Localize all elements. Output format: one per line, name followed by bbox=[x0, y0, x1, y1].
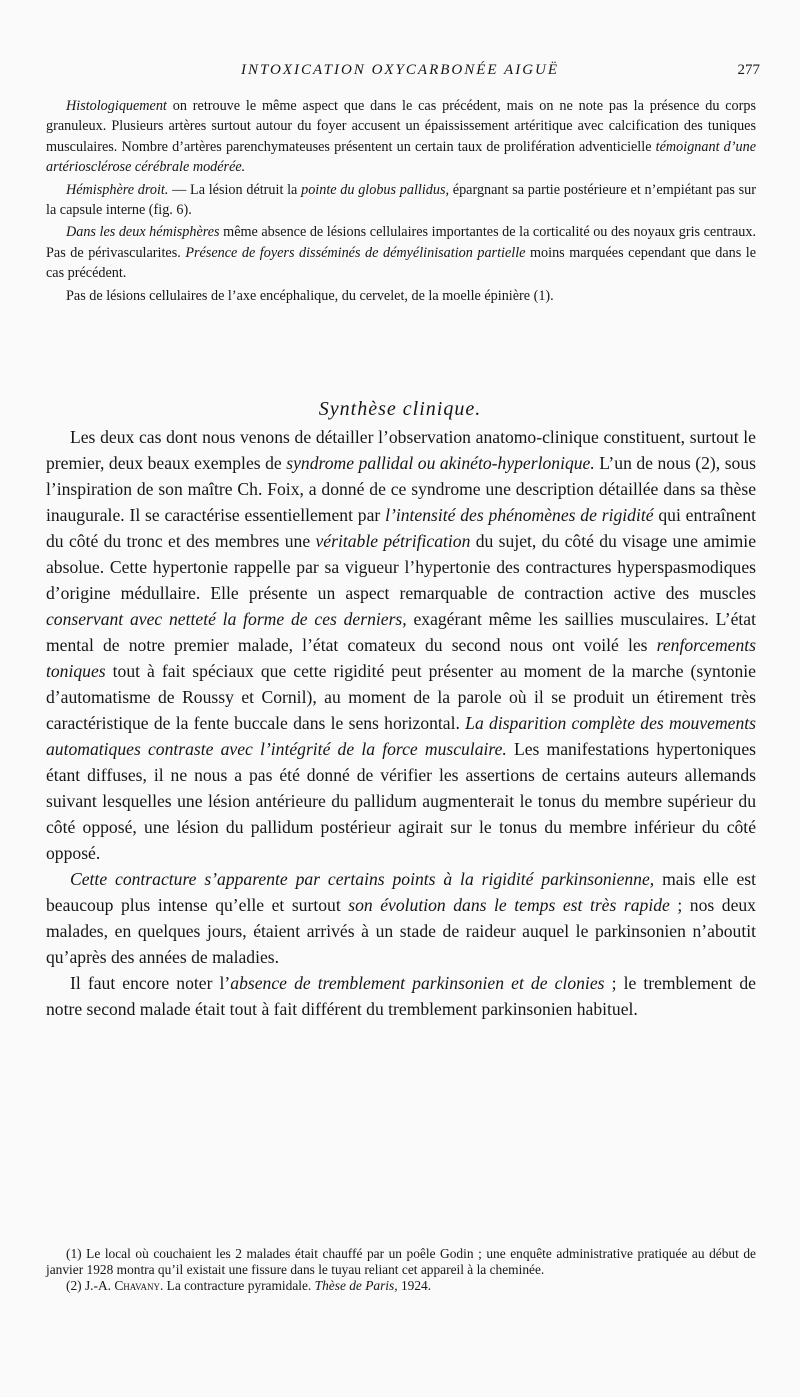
paragraph-tremor bbox=[46, 970, 756, 1022]
emphasis: témoignant d’une artériosclérose cérébrale modérée. bbox=[46, 138, 756, 176]
text-run: on retrouve le même aspect que dans le cas précédent, mais on ne note pas la présence du corps granuleux. Plusieurs artères surtout autour du foyer accusent un épaississement artéritique avec calcification des tuniques musculaires. Nombre d’artères parenchymateuses présentent un certain taux de prolifération adventicielle bbox=[46, 98, 756, 155]
text-run: épargnant sa partie postérieure et n’empiétant pas sur la capsule interne (fig. 6). bbox=[46, 181, 756, 219]
text-run: moins marquées cependant que dans le cas précédent. bbox=[46, 244, 757, 282]
page-number: 277 bbox=[737, 62, 760, 78]
text-run: . La contracture pyramidale. bbox=[159, 1278, 315, 1293]
emphasis: renforcements toniques bbox=[46, 635, 756, 681]
clinical-synthesis bbox=[46, 424, 756, 1022]
footnote-2 bbox=[46, 1278, 756, 1294]
paragraph-syndrome bbox=[46, 424, 756, 866]
emphasis: conservant avec netteté la forme de ces derniers, bbox=[46, 609, 407, 629]
footnote-1: (1) Le local où couchaient les 2 malades était chauffé par un poêle Godin ; une enquête administrative pratiquée au début de janvier 1928 montra qu’il existait une fissure dans le tuyau reliant cet appareil à la cheminée. bbox=[46, 1246, 756, 1277]
emphasis: véritable pétrification bbox=[315, 531, 471, 551]
emphasis: absence de tremblement parkinsonien et de clonies bbox=[230, 973, 605, 993]
text-run: Les manifestations hypertoniques étant diffuses, il ne nous a pas été donné de vérifier les assertions de certains auteurs allemands suivant lesquelles une lésion antérieure du pallidum augmenterait le tonus du membre supérieur du côté opposé, une lésion du pallidum postérieur agirait sur le tonus du membre inférieur du côté opposé. bbox=[46, 739, 757, 863]
text-run: ; nos deux malades, en quelques jours, étaient arrivés à un stade de raideur auquel le parkinsonien n’aboutit qu’après des années de maladies. bbox=[46, 895, 756, 967]
emphasis: l’intensité des phénomènes de rigidité bbox=[385, 505, 654, 525]
section-title: Synthèse clinique. bbox=[318, 398, 482, 420]
emphasis: Dans les deux hémisphères bbox=[66, 224, 220, 241]
emphasis: son évolution dans le temps est très rapide bbox=[348, 895, 670, 915]
text-run: (2) J.-A. bbox=[66, 1278, 115, 1293]
emphasis: Thèse de Paris, bbox=[314, 1278, 398, 1293]
histology-notes bbox=[46, 96, 756, 308]
text-run: 1924. bbox=[397, 1278, 432, 1293]
text-run: ; le tremblement de notre second malade était tout à fait différent du tremblement parkinsonien habituel. bbox=[46, 973, 756, 1019]
emphasis: Hémisphère droit. bbox=[66, 181, 169, 198]
paragraph-both-hemispheres bbox=[46, 222, 756, 283]
emphasis: Histologiquement bbox=[66, 98, 167, 114]
text-run: — La lésion détruit la bbox=[168, 181, 302, 198]
paragraph-right-hemisphere bbox=[46, 180, 756, 221]
text-run: exagérant même les saillies musculaires. L’état mental de notre premier malade, l’état comateux du second nous ont voilé les bbox=[46, 609, 756, 655]
text-run: Les deux cas dont nous venons de détailler l’observation anatomo-clinique constituent, surtout le premier, deux beaux exemples de bbox=[46, 427, 756, 473]
footnotes bbox=[46, 1246, 756, 1294]
text-run: même absence de lésions cellulaires importantes de la corticalité ou des noyaux gris centraux. Pas de périvascularites. bbox=[46, 224, 756, 261]
emphasis: syndrome pallidal ou akinéto-hyperlonique. bbox=[286, 453, 595, 473]
emphasis: Cette contracture s’apparente par certains points à la rigidité parkinsonienne, bbox=[70, 869, 655, 889]
text-run: mais elle est beaucoup plus intense qu’elle et surtout bbox=[46, 869, 756, 915]
emphasis: pointe du globus pallidus, bbox=[301, 181, 450, 198]
paragraph-contracture bbox=[46, 866, 756, 970]
text-run: du sujet, du côté du visage une amimie absolue. Cette hypertonie rappelle par sa vigueur l’hypertonie des contractures hyperspasmodiques d’origine médullaire. Elle présente un aspect remarquable de contraction active des muscles bbox=[46, 531, 757, 603]
text-run: Il faut encore noter l’ bbox=[70, 973, 231, 993]
emphasis: Présence de foyers disséminés de démyélinisation partielle bbox=[185, 244, 526, 261]
paragraph-histology bbox=[46, 96, 756, 178]
text-run: L’un de nous (2), sous l’inspiration de son maître Ch. Foix, a donné de ce syndrome une description détaillée dans sa thèse inaugurale. Il se caractérise essentiellement par bbox=[46, 453, 756, 525]
paragraph-axis: Pas de lésions cellulaires de l’axe encéphalique, du cervelet, de la moelle épinière (1). bbox=[66, 287, 554, 304]
text-run: tout à fait spéciaux que cette rigidité peut présenter au moment de la marche (syntonie d’automatisme de Roussy et Cornil), au moment de la parole où il se produit un étirement très caractéristique de la fente buccale dans le sens horizontal. bbox=[46, 661, 756, 733]
emphasis: La disparition complète des mouvements automatiques contraste avec l’intégrité de la force musculaire. bbox=[46, 713, 756, 759]
running-title: INTOXICATION OXYCARBONÉE AIGUË bbox=[240, 62, 560, 78]
author-name: Chavany bbox=[114, 1278, 160, 1293]
text-run: qui entraînent du côté du tronc et des membres une bbox=[46, 505, 756, 551]
